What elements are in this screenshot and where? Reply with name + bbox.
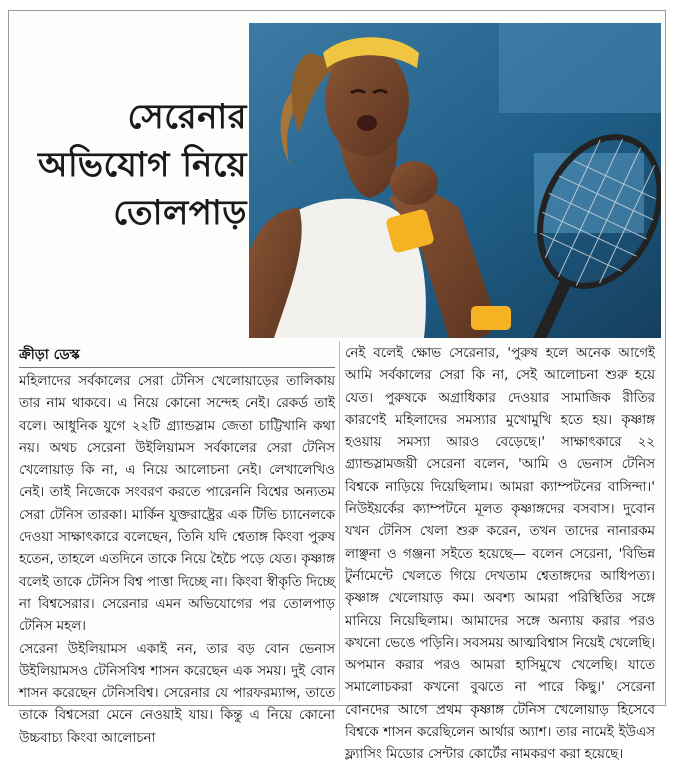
article-column-1 (19, 371, 335, 750)
headline-line-3: তোলপাড় (113, 193, 247, 233)
headline (9, 93, 247, 237)
column1-paragraph-2: সেরেনা উইলিয়ামস একাই নন, তার বড় বোন ভেনাস উইলিয়ামসও টেনিসবিশ্ব শাসন করেছেন এক সময়। দুই বোন শাসন করেছেন টেনিসবিশ্ব। সেরেনার যে পারফরম্যান্স, তাতে তাকে বিশ্বসেরা মেনে নেওয়াই যায়। কিন্তু এ নিয়ে কোনো উচ্চবাচ্য কিংবা আলোচনা (19, 641, 335, 746)
byline-divider (19, 367, 335, 368)
byline: ক্রীড়া ডেস্ক (19, 347, 80, 363)
headline-line-1: সেরেনার (127, 97, 247, 137)
column-divider (339, 341, 340, 701)
column1-paragraph-1: মহিলাদের সর্বকালের সেরা টেনিস খেলোয়াড়ের তালিকায় তার নাম থাকবে। এ নিয়ে কোনো সন্দেহ নেই। রেকর্ড তাই বলে। আধুনিক যুগে ২২টি গ্র্যান্ডস্লাম জেতা চাট্টিখানি কথা নয়। অথচ সেরেনা উইলিয়ামস সর্বকালের সেরা টেনিস খেলোয়াড় কি না, এ নিয়ে আলোচনা নেই। লেখালেখিও নেই। তাই নিজেকে সংবরণ করতে পারেননি বিশ্বের অন্যতম সেরা টেনিস তারকা। মার্কিন যুক্তরাষ্ট্রের এক টিভি চ্যানেলকে দেওয়া সাক্ষাৎকারে বলেছেন, তিনি যদি শ্বেতাঙ্গ কিংবা পুরুষ হতেন, তাহলে এতদিনে তাকে নিয়ে হৈচৈ পড়ে যেত। কৃষ্ণাঙ্গ বলেই তাকে টেনিস বিশ্ব পাত্তা দিচ্ছে না। কিংবা স্বীকৃতি দিচ্ছে না বিশ্বসেরার। সেরেনার এমন অভিযোগের পর তোলপাড় টেনিস মহল। (19, 374, 335, 635)
tennis-player-photo (249, 23, 661, 338)
newspaper-clipping (8, 10, 666, 763)
article-column-2 (345, 343, 655, 767)
headline-line-2: অভিযোগ নিয়ে (38, 145, 247, 185)
column2-paragraph-1: নেই বলেই ক্ষোভ সেরেনার, 'পুরুষ হলে অনেক আগেই আমি সর্বকালের সেরা কি না, সেই আলোচনা শুরু হয়ে যেত। পুরুষকে অগ্রাধিকার দেওয়ার সামাজিক রীতির কারণেই মহিলাদের সমস্যার মুখোমুখি হতে হয়। কৃষ্ণাঙ্গ হওয়ায় সমস্যা আরও বেড়েছে।' সাক্ষাৎকারে ২২ গ্র্যান্ডস্লামজয়ী সেরেনা বলেন, 'আমি ও ভেনাস টেনিস বিশ্বকে নাড়িয়ে দিয়েছিলাম। আমরা ক্যাম্পটনের বাসিন্দা।' নিউইয়র্কের ক্যাম্পটনে মূলত কৃষ্ণাঙ্গদের বসবাস। দুবোন যখন টেনিস খেলা শুরু করেন, তখন তাদের নানারকম লাঞ্ছনা ও গঞ্জনা সইতে হয়েছে— বলেন সেরেনা, 'বিভিন্ন টুর্নামেন্টে খেলতে গিয়ে দেখতাম শ্বেতাঙ্গদের আধিপত্য। কৃষ্ণাঙ্গ খেলোয়াড় কম। অবশ্য আমরা পরিস্থিতির সঙ্গে মানিয়ে নিয়েছিলাম। আমাদের সঙ্গে অন্যায় করার পরও কখনো ভেঙে পড়িনি। সবসময় আত্মবিশ্বাস নিয়েই খেলেছি। অপমান করার পরও আমরা হাসিমুখে খেলেছি। যাতে সমালোচকরা কখনো বুঝতে না পারে কিছু।' সেরেনা বোনদের আগে প্রথম কৃষ্ণাঙ্গ টেনিস খেলোয়াড় হিসেবে বিশ্বকে শাসন করেছিলেন আর্থার অ্যাশ। তার নামেই ইউএস ফ্ল্যাসিং মিডোর সেন্টার কোর্টের নামকরণ করা হয়েছে। (345, 346, 655, 763)
